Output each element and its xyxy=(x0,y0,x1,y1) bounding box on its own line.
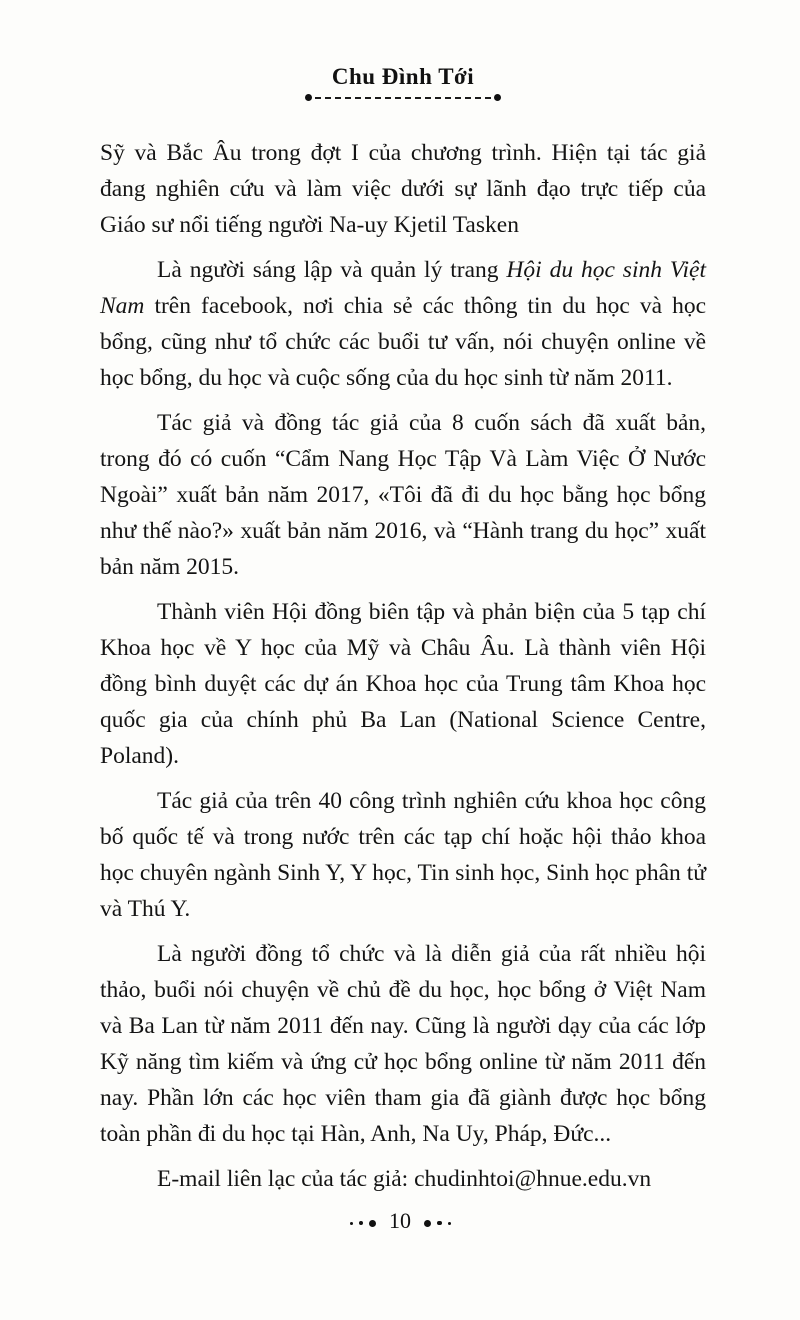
paragraph-text: trên facebook, nơi chia sẻ các thông tin du học và học bổng, cũng như tổ chức các buổi tư vấn, nói chuyện online về học bổng, du học và cuộc sống của du học sinh từ năm 2011. xyxy=(100,293,706,391)
paragraph-text: Thành viên Hội đồng biên tập và phản biện của 5 tạp chí Khoa học về Y học của Mỹ và Châu Âu. Là thành viên Hội đồng bình duyệt các dự án Khoa học của Trung tâm Khoa học quốc gia của chính phủ Ba Lan (National Science Centre, Poland). xyxy=(100,599,706,769)
footer-dots-right-icon xyxy=(424,1220,451,1227)
page-body xyxy=(100,135,706,1197)
running-head xyxy=(100,64,706,101)
divider-dashed-line xyxy=(315,97,491,99)
header-divider xyxy=(305,94,501,101)
author-email-text: E-mail liên lạc của tác giả: chudinhtoi@hnue.edu.vn xyxy=(157,1166,652,1192)
paragraph xyxy=(100,594,706,774)
paragraph xyxy=(100,252,706,396)
running-head-author: Chu Đình Tới xyxy=(331,64,475,89)
paragraph-text: Sỹ và Bắc Âu trong đợt I của chương trình. Hiện tại tác giả đang nghiên cứu và làm việc dưới sự lãnh đạo trực tiếp của Giáo sư nổi tiếng người Na-uy Kjetil Tasken xyxy=(100,140,706,238)
paragraph-text: Là người đồng tổ chức và là diễn giả của rất nhiều hội thảo, buổi nói chuyện về chủ đề du học, học bổng ở Việt Nam và Ba Lan từ năm 2011 đến nay. Cũng là người dạy của các lớp Kỹ năng tìm kiếm và ứng cử học bổng online từ năm 2011 đến nay. Phần lớn các học viên tham gia đã giành được học bổng toàn phần đi du học tại Hàn, Anh, Na Uy, Pháp, Đức... xyxy=(100,941,706,1147)
paragraph-email xyxy=(100,1161,706,1197)
paragraph-text-italic: Hội du học sinh Việt Nam xyxy=(100,257,706,319)
page-footer xyxy=(0,1210,800,1236)
paragraph-continuation xyxy=(100,135,706,243)
page-number: 10 xyxy=(389,1208,411,1233)
paragraph-text: Là người sáng lập và quản lý trang xyxy=(157,257,507,283)
paragraph xyxy=(100,783,706,927)
paragraph xyxy=(100,936,706,1152)
paragraph-text: Tác giả của trên 40 công trình nghiên cứu khoa học công bố quốc tế và trong nước trên các tạp chí hoặc hội thảo khoa học chuyên ngành Sinh Y, Y học, Tin sinh học, Sinh học phân tử và Thú Y. xyxy=(100,788,706,922)
footer-dots-left-icon xyxy=(350,1220,377,1227)
divider-dot-right-icon xyxy=(494,94,501,101)
paragraph-text: Tác giả và đồng tác giả của 8 cuốn sách đã xuất bản, trong đó có cuốn “Cẩm Nang Học Tập Và Làm Việc Ở Nước Ngoài” xuất bản năm 2017, «Tôi đã đi du học bằng học bổng như thế nào?» xuất bản năm 2016, và “Hành trang du học” xuất bản năm 2015. xyxy=(100,410,706,580)
paragraph xyxy=(100,405,706,585)
divider-dot-left-icon xyxy=(305,94,312,101)
